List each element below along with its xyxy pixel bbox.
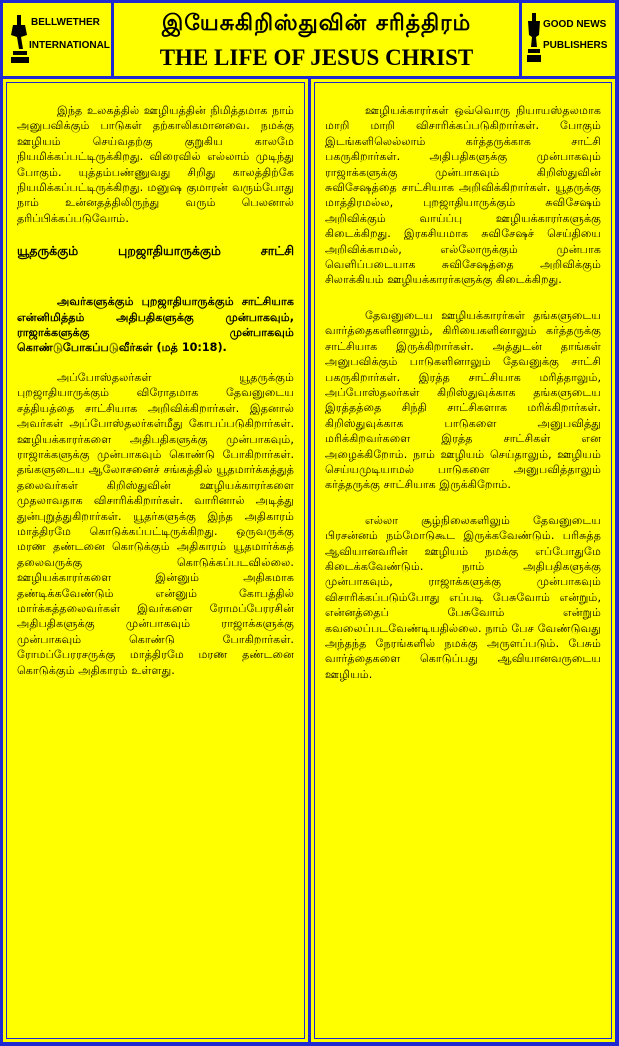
publisher-logo-right [522,3,615,76]
left-column [3,79,308,1042]
lamp-logo-icon [527,13,541,63]
left-column-text [17,103,294,693]
publisher-logo-left [3,3,111,76]
bible-quote: அவர்களுக்கும் புறஜாதியாருக்கும் சாட்சியாக என்னிமித்தம் அதிபதிகளுக்கு முன்பாகவும், ராஜாக்களுக்கு முன்பாகவும் கொண்டுபோகப்படுவீர்கள் (மத் 10:18). [17,295,294,355]
title-english: THE LIFE OF JESUS CHRIST [159,45,474,70]
logo-right-line2: PUBLISHERS [543,40,608,51]
right-paragraph-1: ஊழியக்காரர்கள் ஒவ்வொரு நியாயஸ்தலமாக மாறி மாறி விசாரிக்கப்படுகிறார்கள். போகும் இடங்களிலெல்லாம் கர்த்தருக்காக சாட்சி பகருகிறார்கள். அதிபதிகளுக்கு முன்பாகவும் ராஜாக்களுக்கு முன்பாகவும் கிறிஸ்துவின் சுவிசேஷத்தை சாட்சியாக அறிவிக்கிறார்கள். யூதருக்கு மாத்திரமல்ல, புறஜாதியாருக்கும் சுவிசேஷம் அறிவிக்கும் வாய்ப்பு ஊழியக்காரர்களுக்கு கிடைக்கிறது. இரகசியமாக சுவிசேஷச் செய்தியை அறிவிக்காமல், எல்லோருக்கும் முன்பாக வெளிப்படையாக சுவிசேஷத்தை அறிவிக்கும் சிலாக்கியம் ஊழியக்காரர்களுக்கு கிடைக்கிறது. [325,104,601,287]
logo-left-line2: INTERNATIONAL [29,40,110,51]
lamb-logo-icon [11,15,29,65]
title-tamil: இயேசுகிறிஸ்துவின் சரித்திரம் [161,11,472,36]
logo-left-line1: BELLWETHER [31,17,100,28]
section-heading: யூதருக்கும் புறஜாதியாருக்கும் சாட்சி [17,243,294,259]
right-paragraph-2: தேவனுடைய ஊழியக்காரர்கள் தங்களுடைய வார்த்தைகளினாலும், கிரியைகளினாலும் கர்த்தருக்கு சாட்சியாக இருக்கிறார்கள். அத்துடன் தாங்கள் அனுபவிக்கும் பாடுகளினாலும் தேவனுக்கு சாட்சி பகருகிறார்கள். இரத்த சாட்சியாக மரித்தாலும், அப்போஸ்தலர்கள் கிறிஸ்துவுக்காக தங்களுடைய இரத்தத்தை சிந்தி சாட்சிகளாக மரிக்கிறார்கள். கிறிஸ்துவுக்காக பாடுகளை அனுபவித்து மரிக்கிறவர்களை இரத்த சாட்சிகள் என அழைக்கிறோம். நாம் ஊழியம் செய்தாலும், ஊழியம் செய்யமுடியாமல் பாடுகளை அனுபவித்தாலும் கர்த்தருக்கு சாட்சியாக இருக்கிறோம். [325,308,601,492]
right-column-text [325,103,601,702]
left-paragraph-2: அப்போஸ்தலர்கள் யூதருக்கும் புறஜாதியாருக்கும் விரோதமாக தேவனுடைய சத்தியத்தை சாட்சியாக அறிவிக்கிறார்கள். இதனால் அவர்கள் அப்போஸ்தலர்கள்மீது கோபப்படுகிறார்கள். ஊழியக்காரர்களை அதிபதிகளுக்கு முன்பாகவும், ராஜாக்களுக்கு முன்பாகவும் கொண்டு போகிறார்கள். தங்களுடைய ஆலோசனைச் சங்கத்தில் யூதமார்க்கத்துத் தலைவர்கள் கிறிஸ்துவின் ஊழியக்காரர்களை முதலாவதாக விசாரிக்கிறார்கள். வாரினால் அடித்து துன்புறுத்துகிறார்கள். யூதர்களுக்கு இந்த அதிகாரம் மாத்திரமே கொடுக்கப்பட்டிருக்கிறது. ஒருவருக்கு மரண தண்டனை கொடுக்கும் அதிகாரம் யூதமார்க்கத் தலைவருக்கு கொடுக்கப்படவில்லை. ஊழியக்காரர்களை இன்னும் அதிகமாக தண்டிக்கவேண்டும் என்னும் கோபத்தில் மார்க்கத்தலைவர்கள் இவர்களை ரோமப்பேரரசின் அதிபதிகளுக்கு முன்பாகவும் ராஜாக்களுக்கு முன்பாகவும் கொண்டு போகிறார்கள். ரோமப்பேரரசருக்கு மாத்திரமே மரண தண்டனை கொடுக்கும் அதிகாரம் உள்ளது. [17,370,294,677]
left-paragraph-1: இந்த உலகத்தில் ஊழியத்தின் நிமித்தமாக நாம் அனுபவிக்கும் பாடுகள் தற்காலிகமானவை. நமக்கு ஊழியம் செய்வதற்கு குறுகிய காலமே நியமிக்கப்பட்டிருக்கிறது. விரைவில் எல்லாம் முடிந்து போகும். யுத்தம்பண்ணுவது சிறிது காலத்திற்கே நியமிக்கப்பட்டிருக்கிறது. மனுஷ குமாரன் வரும்போது நாம் உன்னதத்திலிருந்து வரும் பெலனால் தரிப்பிக்கப்படுவோம். [17,104,294,225]
right-paragraph-3: எல்லா சூழ்நிலைகளிலும் தேவனுடைய பிரசன்னம் நம்மோடுகூட இருக்கவேண்டும். பரிசுத்த ஆவியானவரின் ஊழியம் நமக்கு எப்போதுமே கிடைக்கவேண்டும். நாம் அதிபதிகளுக்கு முன்பாகவும், ராஜாக்களுக்கு முன்பாகவும் விசாரிக்கப்படும்போது எப்படி பேசுவோம் என்றும், என்னத்தைப் பேசுவோம் என்றும் கவலைப்படவேண்டியதில்லை. நாம் பேச வேண்டுவது அந்தந்த நேரங்களில் நமக்கு அருளப்படும். பேசும் வார்த்தைகளை கொடுப்பது ஆவியானவருடைய ஊழியம். [325,513,601,681]
right-column [311,79,615,1042]
header-title-box [114,3,519,76]
logo-right-line1: GOOD NEWS [543,19,607,30]
